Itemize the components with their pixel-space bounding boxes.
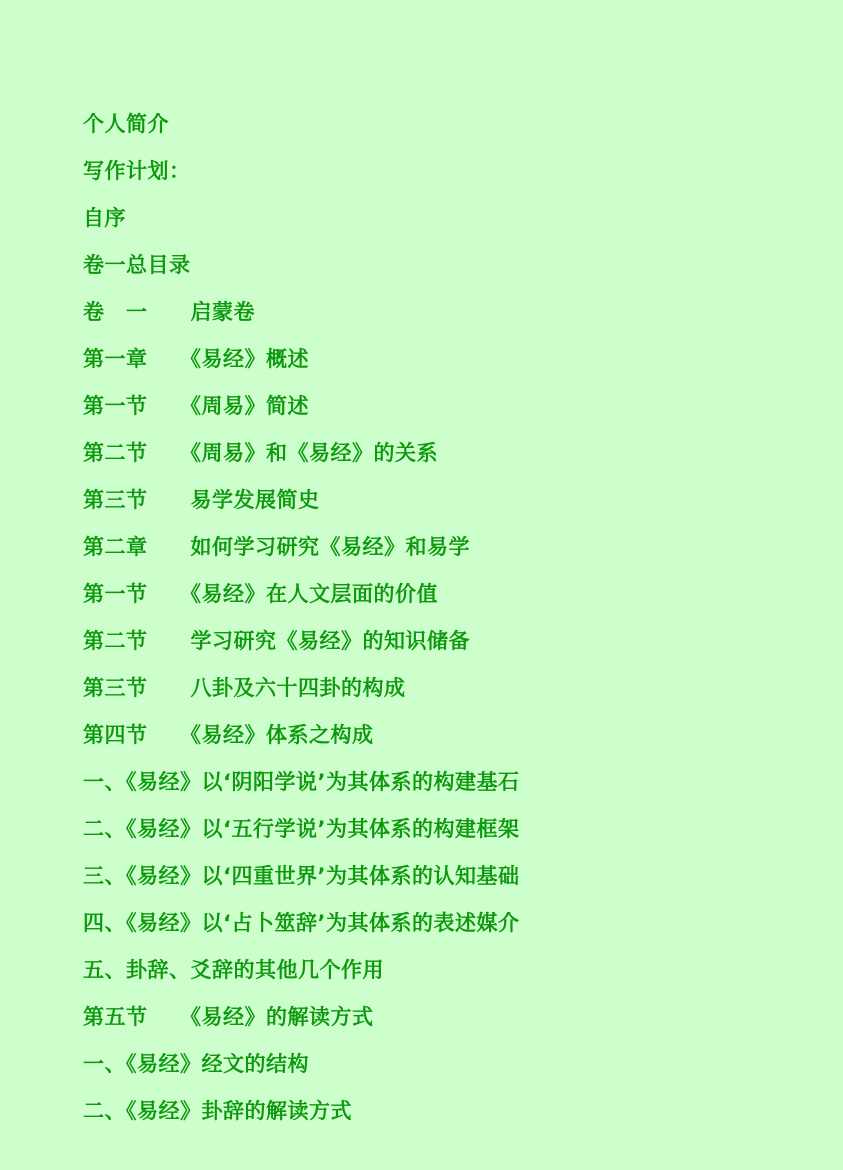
toc-line: 第一节 《周易》简述: [83, 394, 309, 418]
toc-line: 写作计划：: [83, 159, 191, 183]
toc-line: 个人简介: [83, 112, 169, 136]
toc-line: 第一节 《易经》在人文层面的价值: [83, 582, 438, 606]
toc-line: 第四节 《易经》体系之构成: [83, 723, 374, 747]
toc-line: 卷 一 启蒙卷: [83, 300, 255, 324]
toc-line: 一、《易经》经文的结构: [83, 1052, 309, 1076]
toc-line: 二、《易经》以‘五行学说’为其体系的构建框架: [83, 817, 520, 841]
toc-line: 第二节 学习研究《易经》的知识储备: [83, 629, 470, 653]
toc-line: 第五节 《易经》的解读方式: [83, 1005, 374, 1029]
toc-line: 第二节 《周易》和《易经》的关系: [83, 441, 438, 465]
toc-line: 自序: [83, 206, 126, 230]
table-of-contents: [83, 113, 803, 1122]
toc-line: 三、《易经》以‘四重世界’为其体系的认知基础: [83, 864, 520, 888]
toc-line: 四、《易经》以‘占卜筮辞’为其体系的表述媒介: [83, 911, 520, 935]
toc-line: 二、《易经》卦辞的解读方式: [83, 1099, 352, 1123]
toc-line: 第一章 《易经》概述: [83, 347, 309, 371]
toc-line: 第二章 如何学习研究《易经》和易学: [83, 535, 470, 559]
toc-line: 第三节 八卦及六十四卦的构成: [83, 676, 406, 700]
toc-line: 第三节 易学发展简史: [83, 488, 320, 512]
toc-line: 五、卦辞、爻辞的其他几个作用: [83, 958, 384, 982]
toc-line: 卷一总目录: [83, 253, 191, 277]
toc-line: 一、《易经》以‘阴阳学说’为其体系的构建基石: [83, 770, 520, 794]
